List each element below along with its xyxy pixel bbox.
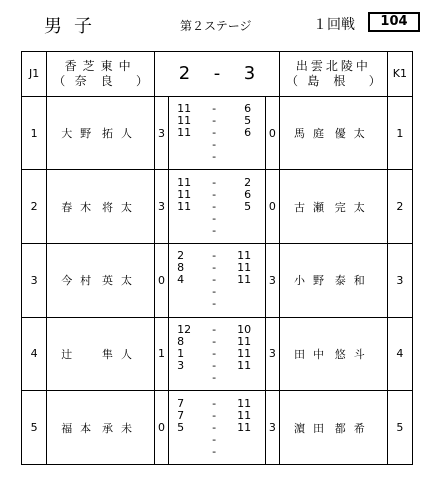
game-dash: - — [212, 420, 217, 434]
game-scores — [169, 170, 266, 244]
game-dash: - — [212, 187, 217, 201]
game-dash: - — [212, 150, 217, 163]
game-dash: - — [212, 408, 217, 422]
game-right-score: 11 — [237, 420, 252, 434]
game-left-score: 7 — [177, 408, 185, 422]
game-score-line — [169, 274, 265, 286]
left-team-cell — [47, 52, 155, 97]
match-number-box: 104 — [368, 12, 420, 32]
game-score-line — [169, 372, 265, 384]
right-points: 3 — [265, 243, 279, 317]
right-player-surname: 田中 — [293, 347, 332, 361]
game-right-score: 11 — [237, 346, 252, 360]
game-score-line — [169, 177, 265, 189]
game-score-line — [169, 398, 265, 410]
right-points: 3 — [265, 391, 279, 465]
game-dash: - — [212, 199, 217, 213]
game-dash: - — [212, 285, 217, 299]
left-match-no: 3 — [22, 243, 47, 317]
set-score-cell — [155, 52, 280, 97]
left-points: 1 — [155, 317, 169, 391]
game-right-score: 6 — [244, 102, 252, 115]
right-player-cell — [279, 317, 387, 391]
game-right-score — [221, 298, 251, 310]
game-left-score — [169, 225, 207, 237]
left-player-given: 隼人 — [102, 347, 140, 361]
set-score-right: 3 — [243, 63, 256, 85]
left-match-no: 2 — [22, 170, 47, 244]
gender-title: 男子 — [44, 16, 104, 37]
game-left-score: 2 — [177, 249, 185, 263]
game-right-score: 11 — [237, 261, 252, 275]
left-player-cell — [47, 243, 155, 317]
game-dash: - — [212, 175, 217, 189]
game-score-line — [169, 139, 265, 151]
game-score-line — [169, 189, 265, 201]
game-scores — [169, 391, 266, 465]
right-player-given: 完太 — [334, 200, 373, 214]
right-points: 0 — [265, 170, 279, 244]
right-team-pref-wrap: （ 島根 ） — [285, 73, 381, 88]
match-row — [22, 317, 413, 391]
game-left-score: 11 — [177, 126, 192, 139]
game-score-line — [169, 422, 265, 434]
left-player-cell — [47, 391, 155, 465]
game-left-score: 1 — [177, 346, 185, 360]
right-team-code: K1 — [387, 52, 412, 97]
game-dash: - — [212, 444, 217, 458]
right-player-given: 都希 — [334, 421, 373, 435]
right-match-no: 3 — [387, 243, 412, 317]
game-left-score — [169, 446, 207, 458]
right-player-cell — [279, 170, 387, 244]
left-player-surname: 今村 — [61, 274, 100, 288]
game-dash: - — [212, 370, 217, 384]
game-dash: - — [212, 346, 217, 360]
game-left-score: 8 — [177, 334, 185, 348]
game-score-line — [169, 225, 265, 237]
game-right-score: 11 — [237, 249, 252, 263]
left-team-name: 香芝東中 — [64, 58, 137, 73]
match-table — [21, 51, 413, 465]
game-dash: - — [212, 138, 217, 151]
right-player-cell — [279, 243, 387, 317]
game-left-score: 11 — [177, 102, 192, 115]
game-score-line — [169, 360, 265, 372]
game-score-line — [169, 127, 265, 139]
game-right-score — [221, 372, 251, 384]
game-left-score: 8 — [177, 261, 185, 275]
right-team-pref: 島根 — [307, 73, 360, 88]
scoresheet-header — [0, 0, 434, 44]
left-team-code: J1 — [22, 52, 47, 97]
stage-label: 第２ステージ — [180, 19, 252, 33]
game-score-line — [169, 201, 265, 213]
game-scores — [169, 96, 266, 170]
right-points: 0 — [265, 96, 279, 170]
game-left-score: 11 — [177, 199, 192, 213]
left-player-surname: 辻 — [61, 347, 81, 361]
match-row — [22, 243, 413, 317]
game-dash: - — [212, 334, 217, 348]
right-player-cell — [279, 391, 387, 465]
right-points: 3 — [265, 317, 279, 391]
left-team-pref: 奈良 — [74, 73, 127, 88]
right-player-cell — [279, 96, 387, 170]
left-player-given: 英太 — [102, 274, 140, 288]
game-dash: - — [212, 432, 217, 446]
game-right-score — [221, 225, 251, 237]
game-scores — [169, 317, 266, 391]
game-right-score: 5 — [244, 199, 252, 213]
game-score-line — [169, 151, 265, 163]
game-dash: - — [212, 297, 217, 311]
set-score-dash: - — [213, 63, 221, 85]
right-team-cell — [279, 52, 387, 97]
game-dash: - — [212, 211, 217, 225]
game-dash: - — [212, 322, 217, 336]
game-right-score — [221, 446, 251, 458]
match-row — [22, 170, 413, 244]
game-right-score — [221, 139, 251, 151]
left-team-pref-wrap: （ 奈良 ） — [53, 73, 148, 88]
game-right-score: 6 — [244, 187, 252, 201]
game-right-score — [221, 213, 251, 225]
left-player-cell — [47, 96, 155, 170]
game-dash: - — [212, 102, 217, 115]
game-score-line — [169, 213, 265, 225]
game-left-score: 11 — [177, 114, 192, 127]
game-score-line — [169, 298, 265, 310]
game-right-score: 11 — [237, 273, 252, 287]
left-points: 0 — [155, 243, 169, 317]
game-dash: - — [212, 261, 217, 275]
game-score-line — [169, 434, 265, 446]
left-player-cell — [47, 317, 155, 391]
right-player-given: 泰和 — [334, 274, 373, 288]
match-row — [22, 96, 413, 170]
game-right-score — [221, 286, 251, 298]
right-match-no: 2 — [387, 170, 412, 244]
game-dash: - — [212, 273, 217, 287]
left-match-no: 4 — [22, 317, 47, 391]
right-player-given: 優太 — [334, 127, 373, 140]
game-dash: - — [212, 114, 217, 127]
match-row — [22, 391, 413, 465]
game-left-score — [169, 286, 207, 298]
game-dash: - — [212, 396, 217, 410]
right-player-surname: 古瀬 — [293, 200, 332, 214]
game-left-score — [169, 434, 207, 446]
game-left-score — [169, 298, 207, 310]
game-right-score: 5 — [244, 114, 252, 127]
game-left-score: 12 — [177, 322, 192, 336]
right-player-surname: 濵田 — [293, 421, 332, 435]
left-points: 3 — [155, 96, 169, 170]
game-left-score — [169, 372, 207, 384]
left-player-surname: 大野 — [61, 127, 100, 140]
game-right-score: 11 — [237, 334, 252, 348]
game-right-score: 11 — [237, 408, 252, 422]
right-team-name: 出雲北陵中 — [295, 58, 371, 73]
game-score-line — [169, 410, 265, 422]
team-header-row — [22, 52, 413, 97]
game-dash: - — [212, 249, 217, 263]
game-score-line — [169, 446, 265, 458]
left-player-surname: 福本 — [61, 421, 100, 435]
left-match-no: 1 — [22, 96, 47, 170]
game-dash: - — [212, 358, 217, 372]
right-match-no: 1 — [387, 96, 412, 170]
game-score-line — [169, 286, 265, 298]
game-dash: - — [212, 223, 217, 237]
game-left-score: 5 — [177, 420, 185, 434]
left-player-given: 拓人 — [102, 127, 140, 140]
game-left-score — [169, 151, 207, 163]
game-left-score: 11 — [177, 187, 192, 201]
right-match-no: 4 — [387, 317, 412, 391]
game-dash: - — [212, 126, 217, 139]
right-player-given: 悠斗 — [334, 347, 373, 361]
game-left-score: 4 — [177, 273, 185, 287]
game-scores — [169, 243, 266, 317]
game-right-score — [221, 434, 251, 446]
game-right-score — [221, 151, 251, 163]
game-left-score: 11 — [177, 175, 192, 189]
game-left-score: 3 — [177, 358, 185, 372]
left-player-cell — [47, 170, 155, 244]
left-points: 3 — [155, 170, 169, 244]
left-player-given: 承未 — [102, 421, 140, 435]
game-right-score: 10 — [237, 322, 252, 336]
left-player-surname: 春木 — [61, 200, 100, 214]
left-player-given: 将太 — [102, 200, 140, 214]
set-score-left: 2 — [178, 63, 191, 85]
game-left-score: 7 — [177, 396, 185, 410]
game-left-score — [169, 139, 207, 151]
game-left-score — [169, 213, 207, 225]
game-right-score: 2 — [244, 175, 252, 189]
game-right-score: 11 — [237, 396, 252, 410]
right-player-surname: 馬庭 — [293, 127, 332, 140]
round-label: １回戦 — [313, 17, 355, 33]
game-right-score: 6 — [244, 126, 252, 139]
left-match-no: 5 — [22, 391, 47, 465]
right-match-no: 5 — [387, 391, 412, 465]
right-player-surname: 小野 — [293, 274, 332, 288]
left-points: 0 — [155, 391, 169, 465]
game-right-score: 11 — [237, 358, 252, 372]
